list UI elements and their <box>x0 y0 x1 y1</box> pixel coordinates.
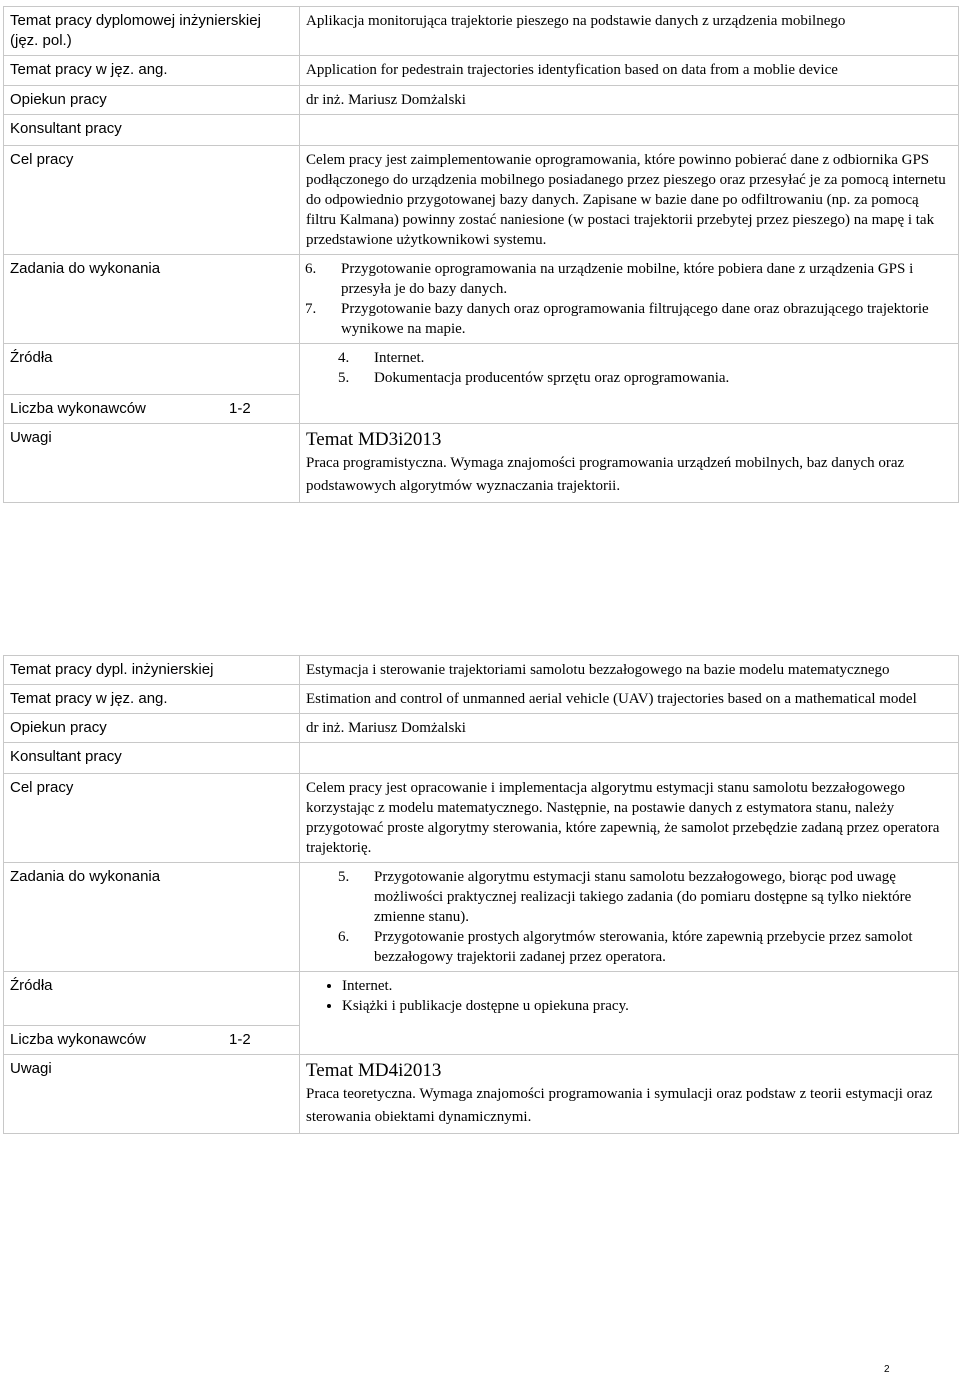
task-item <box>338 867 952 927</box>
goal-value: Celem pracy jest zaimplementowanie oprogramowania, które powinno pobierać dane z odbiornika GPS podłączonego do urządzenia mobilnego posiadanego przez pieszego oraz przesyłać je za pomocą internetu do odpowiednio przygotowanej bazy danych. Zapisane w bazie dane po odfiltrowaniu (np. za pomocą filtru Kalmana) powinny zostać naniesione (w postaci trajektorii przebytej przez pieszego) na mapę i tak przedstawione użytkownikowi systemu. <box>300 146 959 255</box>
topic-table-2 <box>3 655 959 1134</box>
source-item: • Książki i publikacje dostępne u opiekuna pracy. <box>342 996 952 1016</box>
row-title-pl <box>4 7 959 56</box>
tasks-label: Zadania do wykonania <box>4 255 300 344</box>
task-num: 6. <box>338 929 350 945</box>
task-num: 5. <box>338 869 350 885</box>
notes-label: Uwagi <box>4 424 300 503</box>
sources-count-cell <box>4 972 300 1055</box>
count-value: 1-2 <box>229 1031 251 1048</box>
tasks-list <box>300 863 959 972</box>
topic-code: Temat MD4i2013 <box>306 1060 442 1081</box>
task-item <box>305 299 952 339</box>
goal-value: Celem pracy jest opracowanie i implementacja algorytmu estymacji stanu samolotu bezzałogowego korzystając z modelu matematycznego. Następnie, na postawie danych z estymatora stanu, należy przygotować proste algorytmy sterowania, które zapewnią, że samolot przebędzie zadaną przez operatora trajektorię. <box>300 774 959 863</box>
consultant-value <box>300 743 959 774</box>
sources-list <box>300 972 959 1055</box>
source-num: 5. <box>338 370 350 386</box>
title-en-label: Temat pracy w jęz. ang. <box>4 685 300 714</box>
source-item <box>338 368 729 388</box>
row-consultant <box>4 743 959 774</box>
row-supervisor <box>4 714 959 743</box>
supervisor-value: dr inż. Mariusz Domżalski <box>300 714 959 743</box>
source-item <box>338 348 729 368</box>
notes-text: Praca programistyczna. Wymaga znajomości programowania urządzeń mobilnych, baz danych oraz podstawowych algorytmów wyznaczania trajektorii. <box>306 455 905 494</box>
row-sources <box>4 344 959 424</box>
task-num: 7. <box>305 301 317 317</box>
source-item: • Internet. <box>342 976 952 996</box>
topic-table-1 <box>3 6 959 503</box>
row-goal <box>4 146 959 255</box>
goal-label: Cel pracy <box>4 774 300 863</box>
notes-label: Uwagi <box>4 1055 300 1134</box>
row-notes <box>4 424 959 503</box>
task-text: Przygotowanie oprogramowania na urządzenie mobilne, które pobiera dane z urządzenia GPS i przesyła je do bazy danych. <box>341 261 914 297</box>
notes-cell <box>300 424 959 503</box>
task-num: 6. <box>305 261 317 277</box>
row-tasks <box>4 255 959 344</box>
count-value: 1-2 <box>229 400 251 417</box>
title-en-value: Application for pedestrain trajectories identyfication based on data from a moblie device <box>300 56 959 86</box>
consultant-label: Konsultant pracy <box>4 115 300 146</box>
title-pl-label: Temat pracy dypl. inżynierskiej <box>4 656 300 685</box>
count-label: Liczba wykonawców <box>10 400 146 417</box>
task-text: Przygotowanie prostych algorytmów sterowania, które zapewnią przebycie przez samolot bezzałogowy trajektorii zadanej przez operatora. <box>374 929 913 965</box>
topic-code: Temat MD3i2013 <box>306 429 442 450</box>
task-item <box>305 259 952 299</box>
sources-label: Źródła <box>10 349 53 366</box>
sources-list <box>300 344 959 424</box>
count-label: Liczba wykonawców <box>10 1031 146 1048</box>
consultant-label: Konsultant pracy <box>4 743 300 774</box>
row-tasks <box>4 863 959 972</box>
title-pl-value: Aplikacja monitorująca trajektorie pieszego na podstawie danych z urządzenia mobilnego <box>300 7 959 56</box>
row-consultant <box>4 115 959 146</box>
source-num: 4. <box>338 350 350 366</box>
row-goal <box>4 774 959 863</box>
sources-label: Źródła <box>10 977 53 994</box>
goal-label: Cel pracy <box>4 146 300 255</box>
row-notes <box>4 1055 959 1134</box>
title-en-label: Temat pracy w jęz. ang. <box>4 56 300 86</box>
task-item <box>338 927 952 967</box>
sources-count-cell <box>4 344 300 424</box>
supervisor-label: Opiekun pracy <box>4 714 300 743</box>
notes-text: Praca teoretyczna. Wymaga znajomości programowania i symulacji oraz podstaw z teorii estymacji oraz sterowania obiektami dynamicznymi. <box>306 1086 933 1125</box>
row-title-en <box>4 56 959 86</box>
task-text: Przygotowanie bazy danych oraz oprogramowania filtrującego dane oraz obrazującego trajektorie wynikowe na mapie. <box>341 301 929 337</box>
supervisor-label: Opiekun pracy <box>4 86 300 115</box>
row-sources <box>4 972 959 1055</box>
tasks-label: Zadania do wykonania <box>4 863 300 972</box>
row-supervisor <box>4 86 959 115</box>
notes-cell <box>300 1055 959 1134</box>
row-title-en <box>4 685 959 714</box>
consultant-value <box>300 115 959 146</box>
tasks-list <box>300 255 959 344</box>
source-text: Internet. <box>374 350 425 366</box>
task-text: Przygotowanie algorytmu estymacji stanu samolotu bezzałogowego, biorąc pod uwagę możliwości praktycznej realizacji takiego zadania (do pomiaru dostępne są tylko niektóre zmienne stanu). <box>374 869 912 925</box>
supervisor-value: dr inż. Mariusz Domżalski <box>300 86 959 115</box>
title-pl-label: Temat pracy dyplomowej inżynierskiej (jęz. pol.) <box>4 7 300 56</box>
title-pl-value: Estymacja i sterowanie trajektoriami samolotu bezzałogowego na bazie modelu matematycznego <box>300 656 959 685</box>
page-number: 2 <box>884 1364 890 1375</box>
row-title-pl <box>4 656 959 685</box>
source-text: Dokumentacja producentów sprzętu oraz oprogramowania. <box>374 370 730 386</box>
title-en-value: Estimation and control of unmanned aerial vehicle (UAV) trajectories based on a mathematical model <box>300 685 959 714</box>
